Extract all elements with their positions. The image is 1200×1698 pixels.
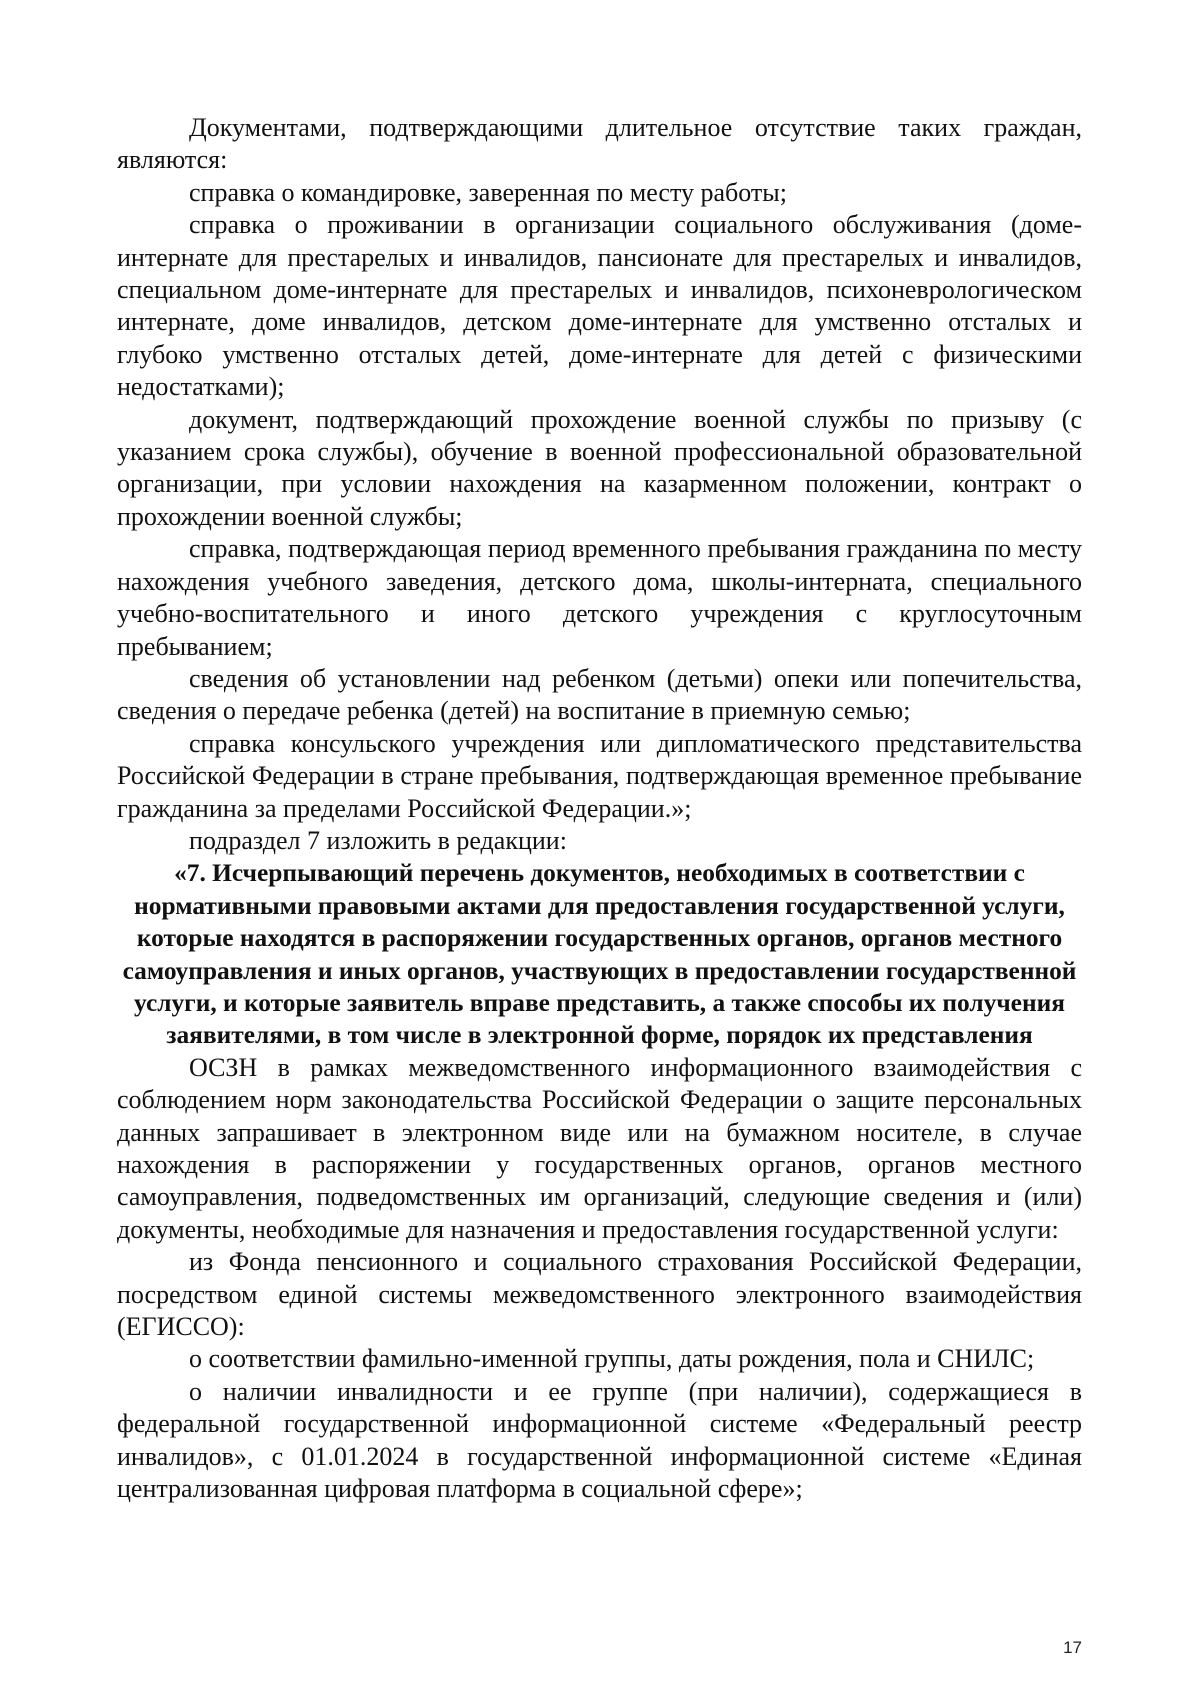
paragraph-documents-intro: Документами, подтверждающими длительное отсутствие таких граждан, являются: bbox=[117, 113, 1082, 175]
page-number: 17 bbox=[1063, 1638, 1082, 1657]
paragraph-subsection-7: подраздел 7 изложить в редакции: bbox=[189, 825, 567, 855]
paragraph-temporary-stay: справка, подтверждающая период временного пребывания гражданина по месту нахождения учебного заведения, детского дома, школы-интерната, специального учебно-воспитательного и иного детского учреждения с круглосуточным пребыванием; bbox=[117, 534, 1082, 661]
section-heading: «7. Исчерпывающий перечень документов, необходимых в соответствии с нормативными правовыми актами для предоставления государственной услуги, которые находятся в распоряжении государственных органов, органов местного самоуправления и иных органов, участвующих в предоставлении государственной услуги, и которые заявитель вправе представить, а также способы их получения заявителями, в том числе в электронной форме, порядок их представления bbox=[122, 859, 1077, 1050]
paragraph-snils: о соответствии фамильно-именной группы, даты рождения, пола и СНИЛС; bbox=[189, 1344, 1035, 1374]
document-page bbox=[117, 112, 1082, 1505]
paragraph-consular: справка консульского учреждения или дипломатического представительства Российской Федерации в стране пребывания, подтверждающая временное пребывание гражданина за пределами Российской Федерации.»; bbox=[117, 728, 1082, 823]
paragraph-pension-fund: из Фонда пенсионного и социального страхования Российской Федерации, посредством единой системы межведомственного электронного взаимодействия (ЕГИССО): bbox=[117, 1247, 1082, 1342]
paragraph-social-service: справка о проживании в организации социального обслуживания (доме-интернате для престарелых и инвалидов, пансионате для престарелых и инвалидов, специальном доме-интернате для престарелых и инвалидов, психоневрологическом интернате, доме инвалидов, детском доме-интернате для умственно отсталых и глубоко умственно отсталых детей, доме-интернате для детей с физическими недостатками); bbox=[117, 210, 1082, 402]
paragraph-guardianship: сведения об установлении над ребенком (детьми) опеки или попечительства, сведения о передаче ребенка (детей) на воспитание в приемную семью; bbox=[117, 663, 1082, 726]
paragraph-disability: о наличии инвалидности и ее группе (при наличии), содержащиеся в федеральной государственной информационной системе «Федеральный реестр инвалидов», с 01.01.2024 в государственной информационной системе «Единая централизованная цифровая платформа в социальной сфере»; bbox=[117, 1376, 1082, 1504]
paragraph-military-service: документ, подтверждающий прохождение военной службы по призыву (с указанием срока службы), обучение в военной профессиональной образовательной организации, при условии нахождения на казарменном положении, контракт о прохождении военной службы; bbox=[117, 404, 1082, 531]
paragraph-business-trip: справка о командировке, заверенная по месту работы; bbox=[189, 177, 787, 207]
paragraph-oszn: ОСЗН в рамках межведомственного информационного взаимодействия с соблюдением норм законодательства Российской Федерации о защите персональных данных запрашивает в электронном виде или на бумажном носителе, в случае нахождения в распоряжении у государственных органов, органов местного самоуправления, подведомственных им организаций, следующие сведения и (или) документы, необходимые для назначения и предоставления государственной услуги: bbox=[117, 1052, 1082, 1244]
